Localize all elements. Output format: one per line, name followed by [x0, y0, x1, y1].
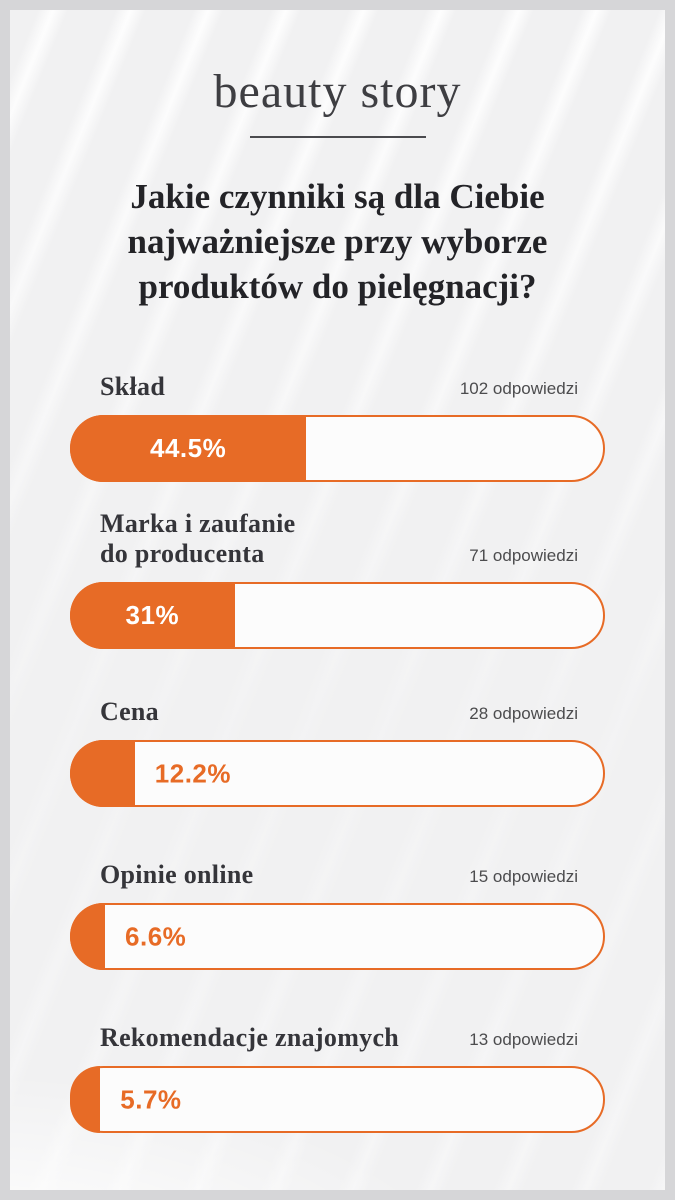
percent-label: 12.2% — [154, 758, 232, 788]
row-header — [70, 372, 605, 402]
category-label: Opinie online — [100, 860, 254, 889]
progress-fill — [70, 415, 306, 482]
progress-bar — [70, 415, 605, 482]
logo-underline — [250, 136, 426, 138]
percent-label: 6.6% — [125, 921, 187, 951]
result-row-rekomendacje — [70, 1023, 605, 1133]
survey-question-title — [10, 174, 665, 309]
result-row-cena — [70, 697, 605, 807]
category-label: Skład — [100, 372, 166, 401]
response-count: 102 odpowiedzi — [459, 379, 578, 398]
progress-bar — [70, 1066, 605, 1133]
brand-logo: beauty story — [213, 65, 462, 118]
progress-bar — [70, 582, 605, 649]
response-count: 15 odpowiedzi — [469, 867, 578, 886]
progress-bar — [70, 903, 605, 970]
category-label: Marka i zaufanie do producenta — [100, 509, 296, 568]
category-label: Rekomendacje znajomych — [100, 1023, 400, 1052]
row-header — [70, 509, 605, 569]
row-header — [70, 1023, 605, 1053]
progress-fill — [70, 582, 235, 649]
response-count: 28 odpowiedzi — [469, 704, 578, 723]
response-count: 71 odpowiedzi — [469, 546, 578, 565]
title-line: najważniejsze przy wyborze — [127, 222, 548, 261]
title-line: Jakie czynniki są dla Ciebie — [130, 177, 545, 216]
progress-bar — [70, 740, 605, 807]
row-header — [70, 697, 605, 727]
result-row-marka — [70, 509, 605, 649]
results-list — [10, 372, 665, 1133]
progress-fill — [70, 740, 232, 807]
result-row-opinie — [70, 860, 605, 970]
progress-fill — [70, 1066, 182, 1133]
category-label: Cena — [100, 697, 159, 726]
percent-label: 31% — [125, 600, 180, 630]
percent-label: 44.5% — [150, 433, 227, 463]
progress-fill — [70, 903, 187, 970]
percent-label: 5.7% — [120, 1084, 182, 1114]
title-line: produktów do pielęgnacji? — [138, 267, 537, 306]
result-row-sklad — [70, 372, 605, 482]
response-count: 13 odpowiedzi — [469, 1030, 578, 1049]
row-header — [70, 860, 605, 890]
